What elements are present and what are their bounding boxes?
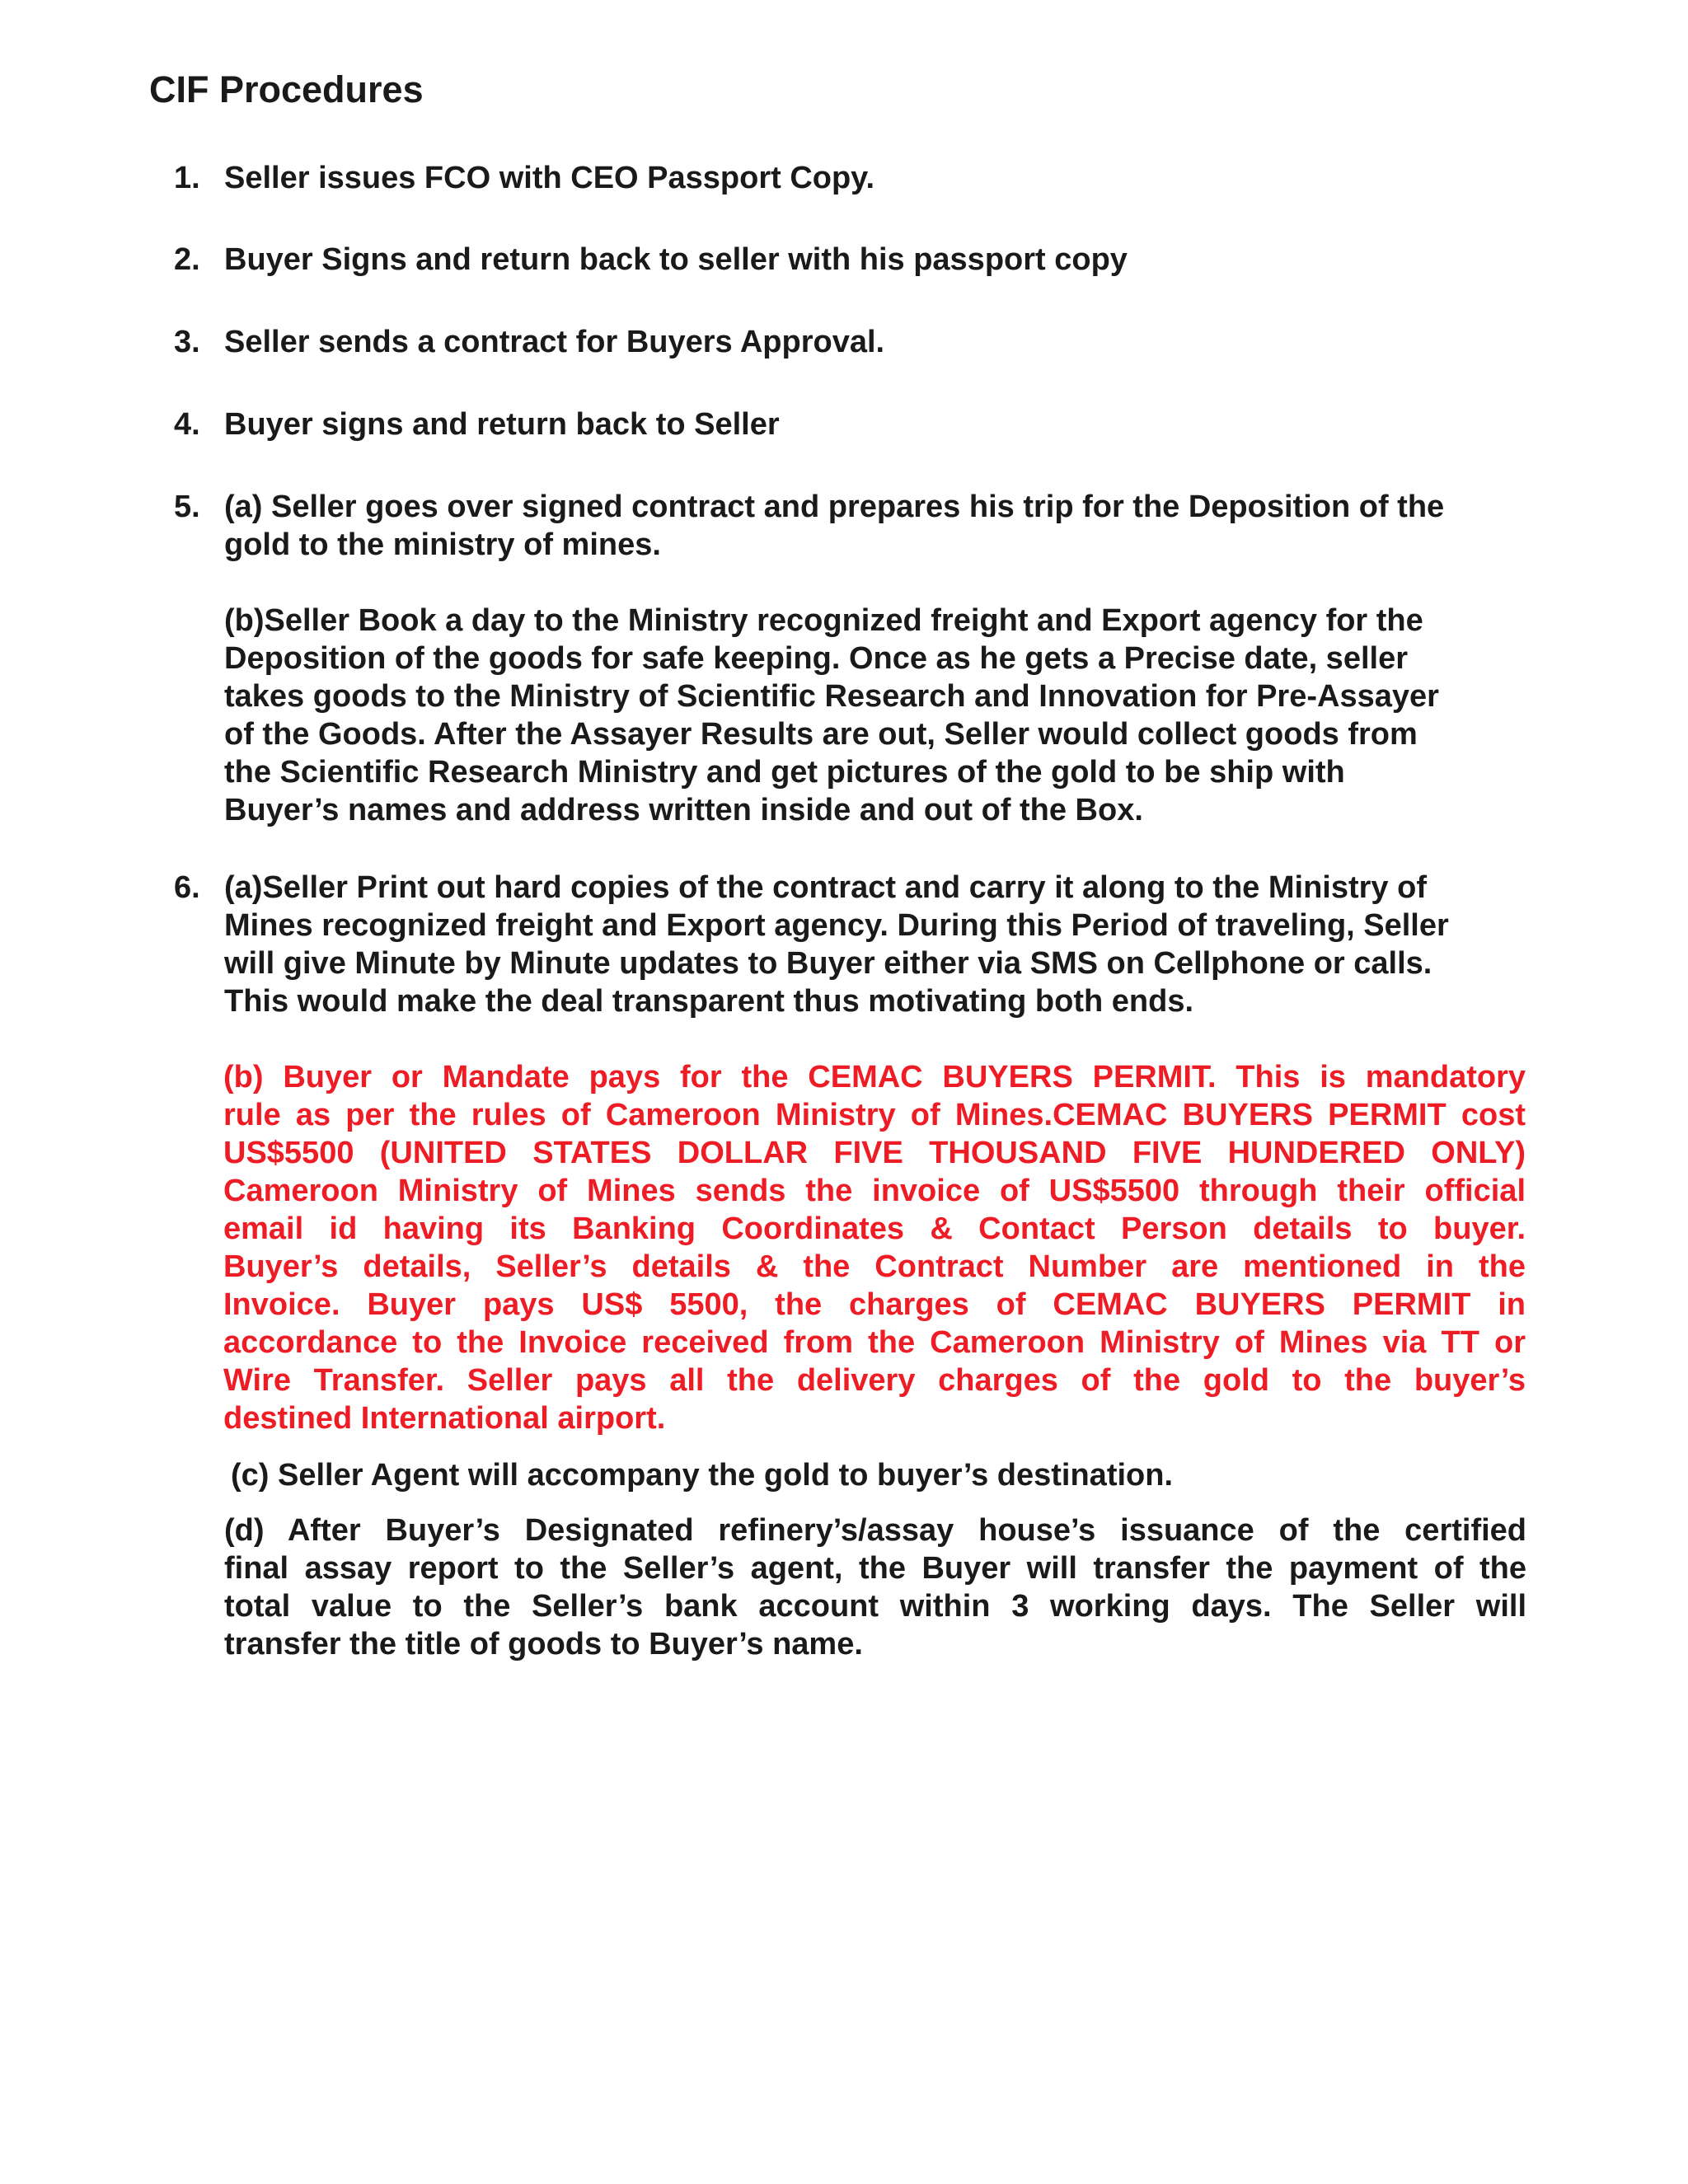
step-number: 2. — [174, 242, 200, 277]
step-number: 1. — [174, 161, 200, 195]
step-6-part-d — [224, 1511, 1526, 1663]
paragraph-line: takes goods to the Ministry of Scientific Research and Innovation for Pre-Assayer — [224, 679, 1439, 714]
paragraph-line: (d) After Buyer’s Designated refinery’s/assay house’s issuance of the certified — [224, 1513, 1526, 1548]
step-number: 6. — [174, 870, 200, 905]
paragraph-line: email id having its Banking Coordinates & Contact Person details to buyer. — [223, 1212, 1526, 1246]
paragraph-line: This would make the deal transparent thus motivating both ends. — [224, 984, 1194, 1019]
step-6-part-b-highlight — [223, 1058, 1526, 1437]
paragraph-line: the Scientific Research Ministry and get pictures of the gold to be ship with — [224, 755, 1345, 790]
step-text: Buyer signs and return back to Seller — [224, 407, 780, 442]
paragraph-line: will give Minute by Minute updates to Buyer either via SMS on Cellphone or calls. — [224, 946, 1432, 981]
paragraph-line: (c) Seller Agent will accompany the gold to buyer’s destination. — [231, 1458, 1174, 1493]
step-text: Buyer Signs and return back to seller with his passport copy — [224, 242, 1128, 277]
paragraph-line: Cameroon Ministry of Mines sends the invoice of US$5500 through their official — [223, 1174, 1526, 1208]
paragraph-line: (b)Seller Book a day to the Ministry recognized freight and Export agency for the — [224, 603, 1423, 638]
step-number: 4. — [174, 407, 200, 442]
step-number: 5. — [174, 490, 200, 524]
step-5-part-a — [224, 488, 1526, 564]
paragraph-line: transfer the title of goods to Buyer’s name. — [224, 1627, 863, 1661]
paragraph-line: US$5500 (UNITED STATES DOLLAR FIVE THOUSAND FIVE HUNDERED ONLY) — [223, 1136, 1526, 1170]
step-5-part-b — [224, 602, 1526, 829]
paragraph-line: gold to the ministry of mines. — [224, 527, 661, 562]
paragraph-line: rule as per the rules of Cameroon Ministry of Mines.CEMAC BUYERS PERMIT cost — [223, 1098, 1526, 1132]
step-text: Seller issues FCO with CEO Passport Copy. — [224, 161, 875, 195]
paragraph-line: (b) Buyer or Mandate pays for the CEMAC BUYERS PERMIT. This is mandatory — [223, 1060, 1526, 1094]
paragraph-line: (a)Seller Print out hard copies of the contract and carry it along to the Ministry of — [224, 870, 1427, 905]
paragraph-line: Buyer’s names and address written inside and out of the Box. — [224, 793, 1143, 827]
paragraph-line: Invoice. Buyer pays US$ 5500, the charges of CEMAC BUYERS PERMIT in — [223, 1287, 1526, 1322]
paragraph-line: Mines recognized freight and Export agency. During this Period of traveling, Seller — [224, 908, 1449, 943]
page-title: CIF Procedures — [149, 68, 424, 110]
paragraph-line: Buyer’s details, Seller’s details & the Contract Number are mentioned in the — [223, 1249, 1526, 1284]
paragraph-line: total value to the Seller’s bank account within 3 working days. The Seller will — [224, 1589, 1526, 1624]
step-number: 3. — [174, 325, 200, 359]
step-text: Seller sends a contract for Buyers Approval. — [224, 325, 885, 359]
paragraph-line: of the Goods. After the Assayer Results are out, Seller would collect goods from — [224, 717, 1418, 752]
paragraph-line: destined International airport. — [223, 1401, 666, 1436]
paragraph-line: final assay report to the Seller’s agent, the Buyer will transfer the payment of the — [224, 1551, 1526, 1586]
step-6-part-c — [231, 1456, 1533, 1494]
paragraph-line: accordance to the Invoice received from the Cameroon Ministry of Mines via TT or — [223, 1325, 1526, 1360]
paragraph-line: Deposition of the goods for safe keeping. Once as he gets a Precise date, seller — [224, 641, 1408, 676]
paragraph-line: (a) Seller goes over signed contract and prepares his trip for the Deposition of the — [224, 490, 1445, 524]
paragraph-line: Wire Transfer. Seller pays all the delivery charges of the gold to the buyer’s — [223, 1363, 1526, 1398]
step-6-part-a — [224, 869, 1526, 1020]
